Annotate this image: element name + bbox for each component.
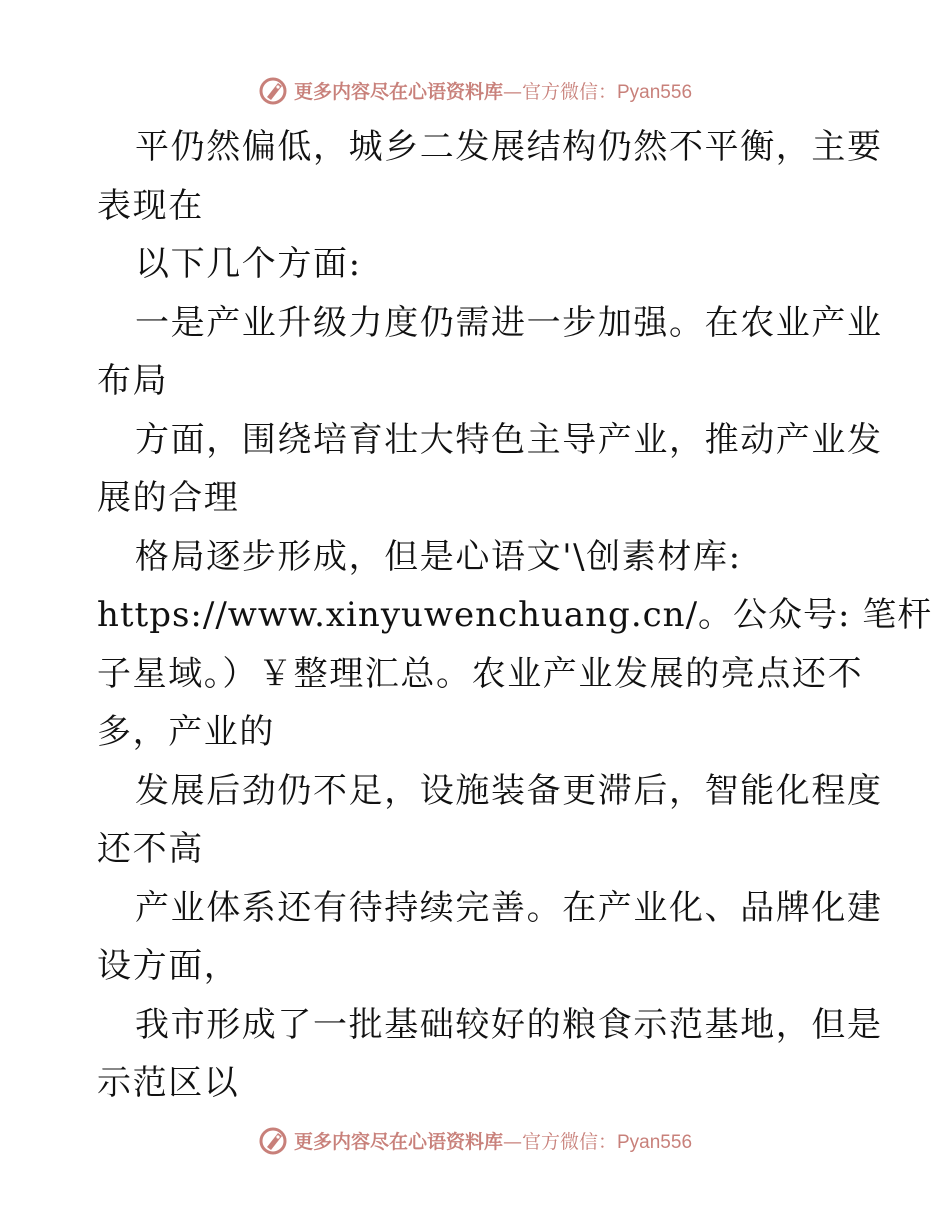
text-line: 发展后劲仍不足，设施装备更滞后，智能化程度: [135, 770, 883, 811]
text-line-url: https://www.xinyuwenchuang.cn/。公众号: 笔杆: [97, 595, 933, 635]
banner-site-text: 更多内容尽在心语资料库: [293, 1130, 503, 1153]
text-line: 还不高: [97, 829, 204, 869]
text-line: 多，产业的: [97, 712, 275, 752]
banner-separator: —: [502, 1130, 522, 1153]
banner-text: [294, 1127, 692, 1154]
banner-wechat-id: Pyan556: [617, 81, 693, 103]
text-line: 格局逐步形成，但是心语文'\创素材库:: [135, 536, 742, 577]
pen-nib-logo-icon: [258, 75, 288, 105]
document-body: [97, 118, 933, 1113]
banner-wechat-label: 官方微信：: [521, 1130, 617, 1153]
text-line: 布局: [97, 361, 169, 401]
banner-site-text: 更多内容尽在心语资料库: [293, 80, 503, 103]
banner-separator: —: [502, 80, 522, 103]
text-line: 一是产业升级力度仍需进一步加强。在农业产业: [135, 302, 883, 343]
text-line: 子星域。）￥整理汇总。农业产业发展的亮点还不: [97, 653, 864, 694]
text-line: 示范区以: [97, 1063, 240, 1103]
header-banner: [0, 70, 950, 110]
banner-text: [294, 77, 692, 104]
banner-wechat-id: Pyan556: [617, 1131, 693, 1153]
text-line: 表现在: [97, 185, 204, 226]
text-line: 产业体系还有待持续完善。在产业化、品牌化建: [135, 887, 883, 928]
text-line: 展的合理: [97, 478, 240, 518]
footer-banner: [0, 1120, 950, 1160]
banner-wechat-label: 官方微信：: [521, 80, 617, 103]
pen-nib-logo-icon: [258, 1125, 288, 1155]
text-line: 以下几个方面:: [135, 244, 362, 284]
text-line: 我市形成了一批基础较好的粮食示范基地，但是: [135, 1004, 883, 1045]
text-line: 方面，围绕培育壮大特色主导产业，推动产业发: [135, 419, 883, 460]
text-line: 设方面，: [97, 946, 240, 986]
text-line: 平仍然偏低，城乡二发展结构仍然不平衡，主要: [135, 127, 883, 167]
